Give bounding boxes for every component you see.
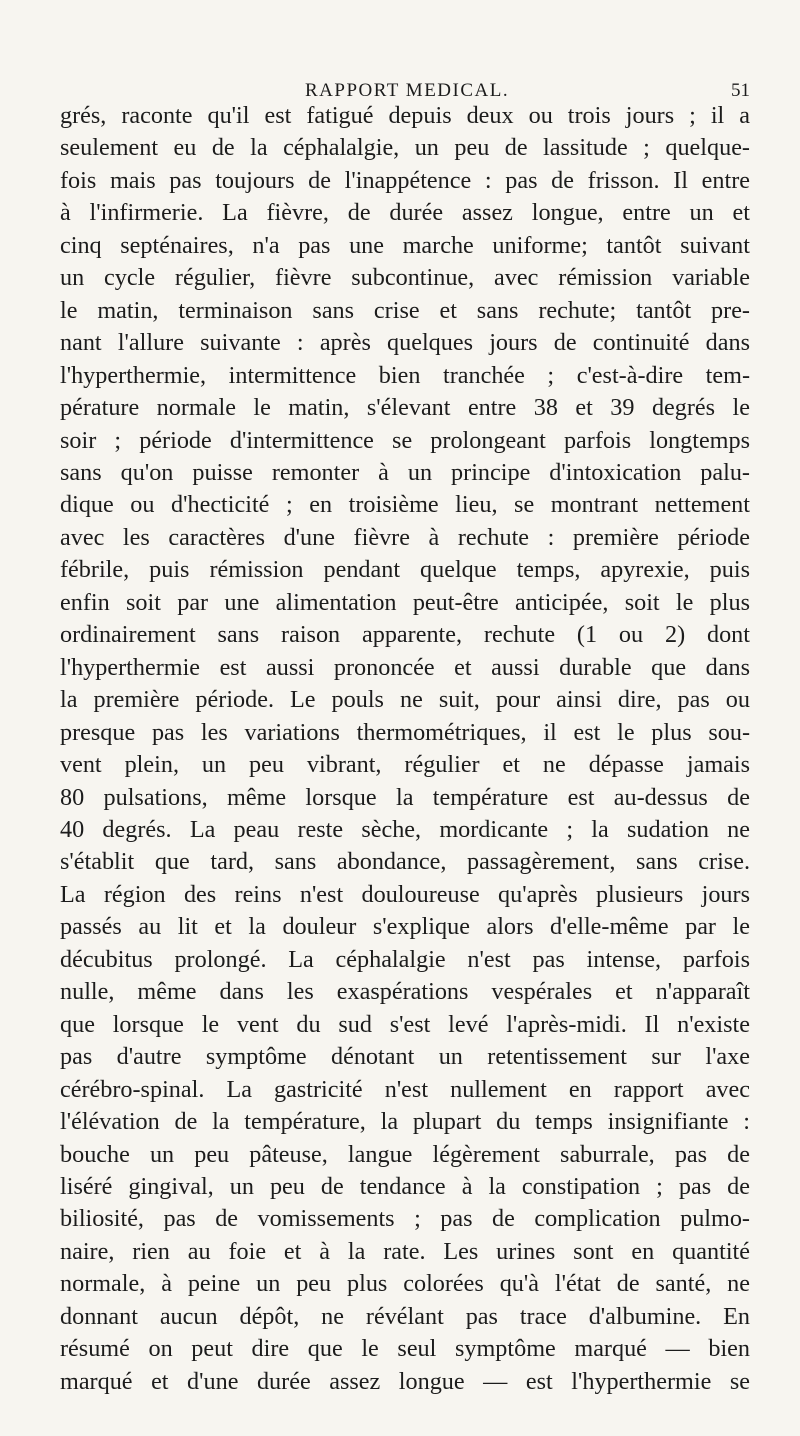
text-line: nulle, même dans les exaspérations vespérales et n'apparaît [60, 978, 750, 1006]
text-line: liséré gingival, un peu de tendance à la constipation ; pas de [60, 1172, 750, 1200]
text-line: marqué et d'une durée assez longue — est l'hyperthermie se [60, 1367, 750, 1395]
text-line: 80 pulsations, même lorsque la température est au-dessus de [60, 783, 750, 811]
text-line: seulement eu de la céphalalgie, un peu de lassitude ; quelque- [60, 134, 750, 162]
text-line: l'hyperthermie est aussi prononcée et aussi durable que dans [60, 653, 750, 681]
text-line: fébrile, puis rémission pendant quelque temps, apyrexie, puis [60, 556, 750, 584]
text-line: naire, rien au foie et à la rate. Les urines sont en quantité [60, 1237, 750, 1265]
text-line: La région des reins n'est douloureuse qu'après plusieurs jours [60, 880, 750, 908]
running-header [60, 0, 750, 100]
text-line: résumé on peut dire que le seul symptôme marqué — bien [60, 1335, 750, 1363]
text-line: pérature normale le matin, s'élevant entre 38 et 39 degrés le [60, 394, 750, 422]
text-line: la première période. Le pouls ne suit, pour ainsi dire, pas ou [60, 686, 750, 714]
text-line: avec les caractères d'une fièvre à rechute : première période [60, 523, 750, 551]
body-paragraph [60, 100, 750, 1398]
text-line: cérébro-spinal. La gastricité n'est nullement en rapport avec [60, 1075, 750, 1103]
text-line: ordinairement sans raison apparente, rechute (1 ou 2) dont [60, 621, 750, 649]
text-line: l'hyperthermie, intermittence bien tranchée ; c'est-à-dire tem- [60, 361, 750, 389]
text-line: normale, à peine un peu plus colorées qu'à l'état de santé, ne [60, 1270, 750, 1298]
text-line: 40 degrés. La peau reste sèche, mordicante ; la sudation ne [60, 815, 750, 843]
text-line: s'établit que tard, sans abondance, passagèrement, sans crise. [60, 848, 750, 876]
text-line: presque pas les variations thermométriques, il est le plus sou- [60, 718, 750, 746]
text-line: vent plein, un peu vibrant, régulier et ne dépasse jamais [60, 751, 750, 779]
text-line: donnant aucun dépôt, ne révélant pas trace d'albumine. En [60, 1302, 750, 1330]
text-line: l'élévation de la température, la plupart du temps insignifiante : [60, 1108, 750, 1136]
running-title: RAPPORT MEDICAL. [305, 80, 510, 101]
text-line: soir ; période d'intermittence se prolongeant parfois longtemps [60, 426, 750, 454]
page-number: 51 [731, 80, 750, 101]
text-line: nant l'allure suivante : après quelques jours de continuité dans [60, 329, 750, 357]
text-line: grés, raconte qu'il est fatigué depuis deux ou trois jours ; il a [60, 102, 750, 129]
text-line: pas d'autre symptôme dénotant un retentissement sur l'axe [60, 1043, 750, 1071]
text-line: à l'infirmerie. La fièvre, de durée assez longue, entre un et [60, 199, 750, 227]
text-line: bouche un peu pâteuse, langue légèrement saburrale, pas de [60, 1140, 750, 1168]
text-line: le matin, terminaison sans crise et sans rechute; tantôt pre- [60, 296, 750, 324]
text-line: sans qu'on puisse remonter à un principe d'intoxication palu- [60, 458, 750, 486]
text-line: un cycle régulier, fièvre subcontinue, avec rémission variable [60, 264, 750, 292]
text-line: fois mais pas toujours de l'inappétence : pas de frisson. Il entre [60, 166, 750, 194]
text-line: décubitus prolongé. La céphalalgie n'est pas intense, parfois [60, 945, 750, 973]
text-line: cinq septénaires, n'a pas une marche uniforme; tantôt suivant [60, 231, 750, 259]
text-line: que lorsque le vent du sud s'est levé l'après-midi. Il n'existe [60, 1010, 750, 1038]
text-line: dique ou d'hecticité ; en troisième lieu, se montrant nettement [60, 491, 750, 519]
text-line: enfin soit par une alimentation peut-être anticipée, soit le plus [60, 588, 750, 616]
text-line: biliosité, pas de vomissements ; pas de complication pulmo- [60, 1205, 750, 1233]
text-line: passés au lit et la douleur s'explique alors d'elle-même par le [60, 913, 750, 941]
